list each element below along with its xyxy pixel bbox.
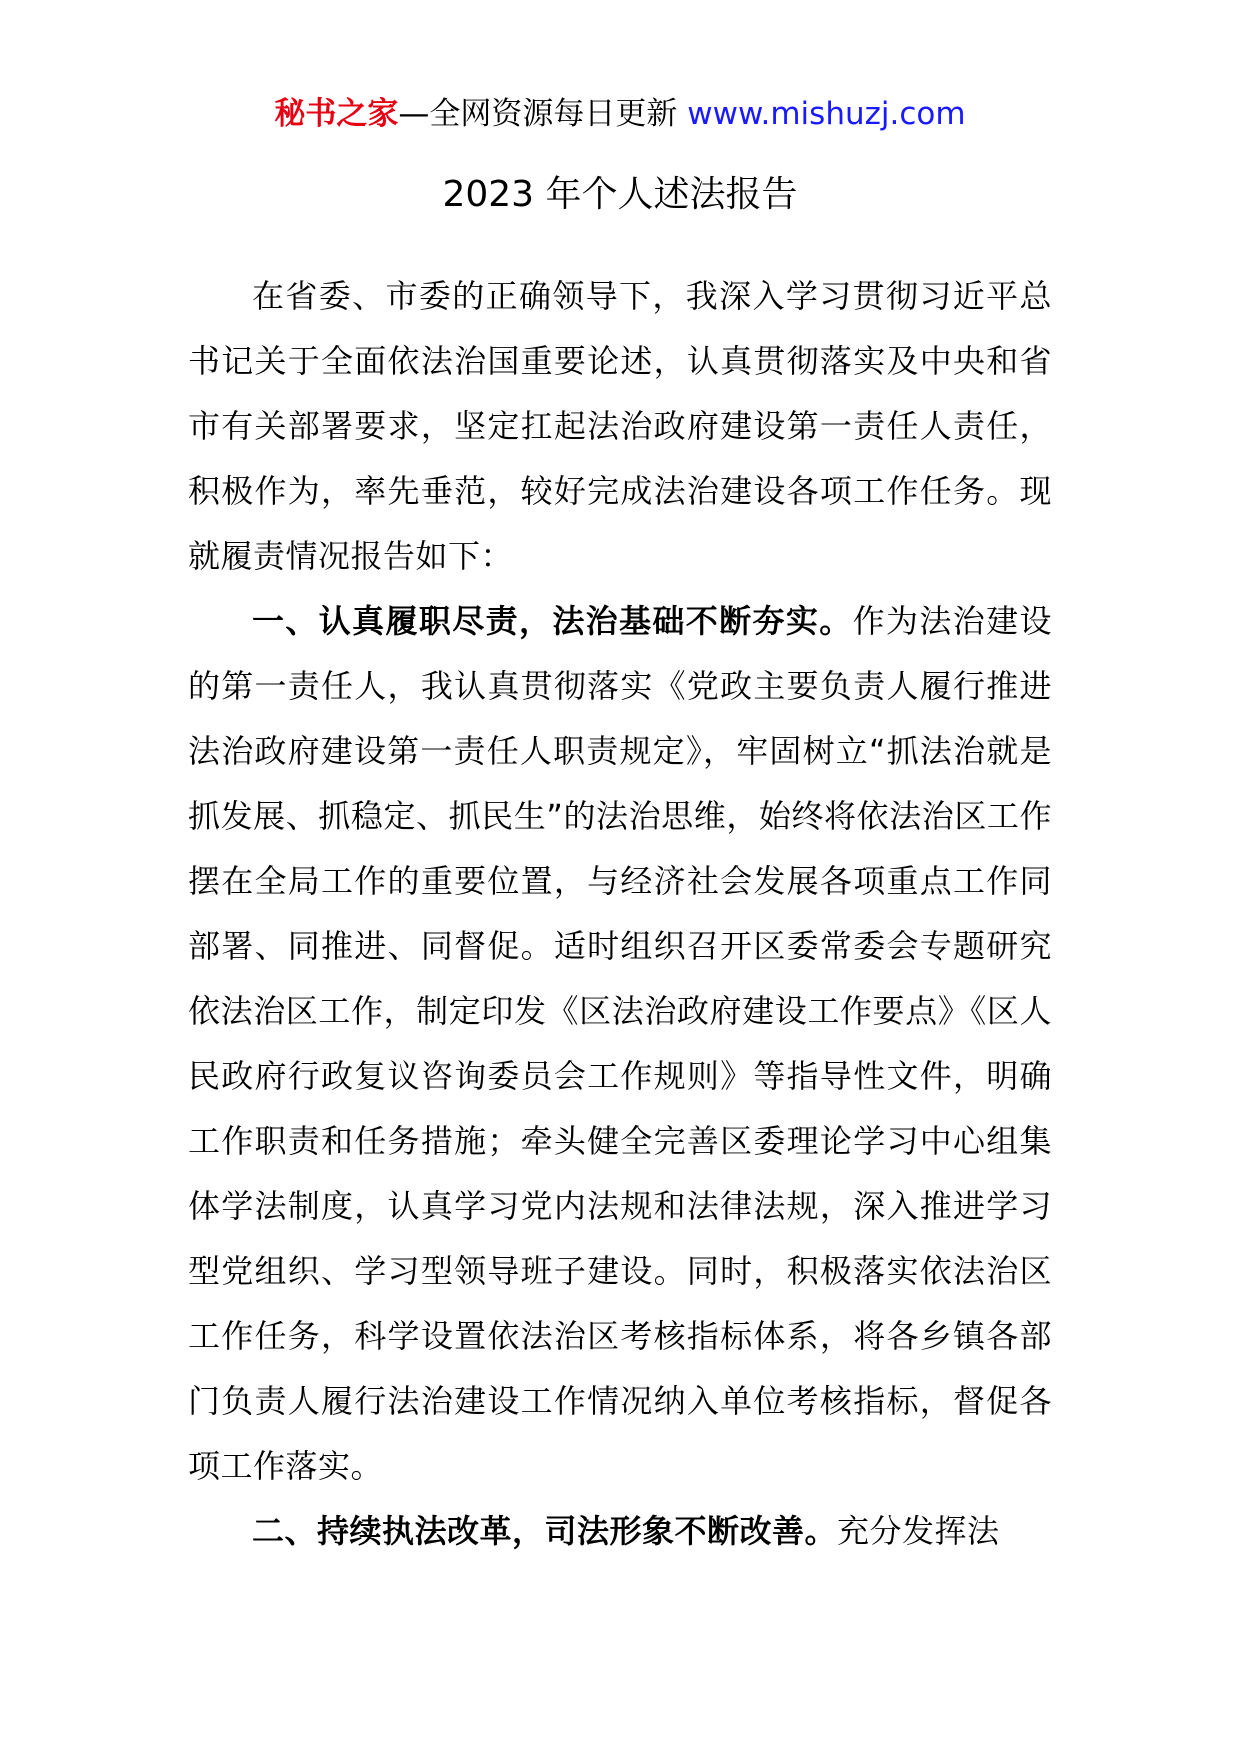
banner-slogan: —全网资源每日更新 — [398, 96, 678, 132]
section-heading: 二、持续执法改革，司法形象不断改善。 — [252, 1512, 838, 1550]
site-banner — [0, 94, 1240, 134]
site-url-link[interactable]: www.mishuzj.com — [687, 96, 966, 132]
paragraph-intro — [188, 264, 1052, 589]
section-heading: 一、认真履职尽责，法治基础不断夯实。 — [252, 602, 853, 640]
document-title: 2023 年个人述法报告 — [442, 174, 798, 215]
paragraph-text: 在省委、市委的正确领导下，我深入学习贯彻习近平总书记关于全面依法治国重要论述，认真贯彻落实及中央和省市有关部署要求，坚定扛起法治政府建设第一责任人责任，积极作为，率先垂范，较好完成法治建设各项工作任务。现就履责情况报告如下： — [188, 277, 1052, 575]
paragraph-text: 充分发挥法 — [837, 1512, 1000, 1550]
brand-name: 秘书之家 — [274, 96, 399, 132]
paragraph-text: 作为法治建设的第一责任人，我认真贯彻落实《党政主要负责人履行推进法治政府建设第一责任人职责规定》，牢固树立“抓法治就是抓发展、抓稳定、抓民生”的法治思维，始终将依法治区工作摆在全局工作的重要位置，与经济社会发展各项重点工作同部署、同推进、同督促。适时组织召开区委常委会专题研究依法治区工作，制定印发《区法治政府建设工作要点》《区人民政府行政复议咨询委员会工作规则》等指导性文件，明确工作职责和任务措施；牵头健全完善区委理论学习中心组集体学法制度，认真学习党内法规和法律法规，深入推进学习型党组织、学习型领导班子建设。同时，积极落实依法治区工作任务，科学设置依法治区考核指标体系，将各乡镇各部门负责人履行法治建设工作情况纳入单位考核指标，督促各项工作落实。 — [188, 602, 1052, 1485]
paragraph-section-1 — [188, 589, 1052, 1499]
paragraph-section-2 — [188, 1499, 1052, 1564]
document-body — [188, 264, 1052, 1564]
